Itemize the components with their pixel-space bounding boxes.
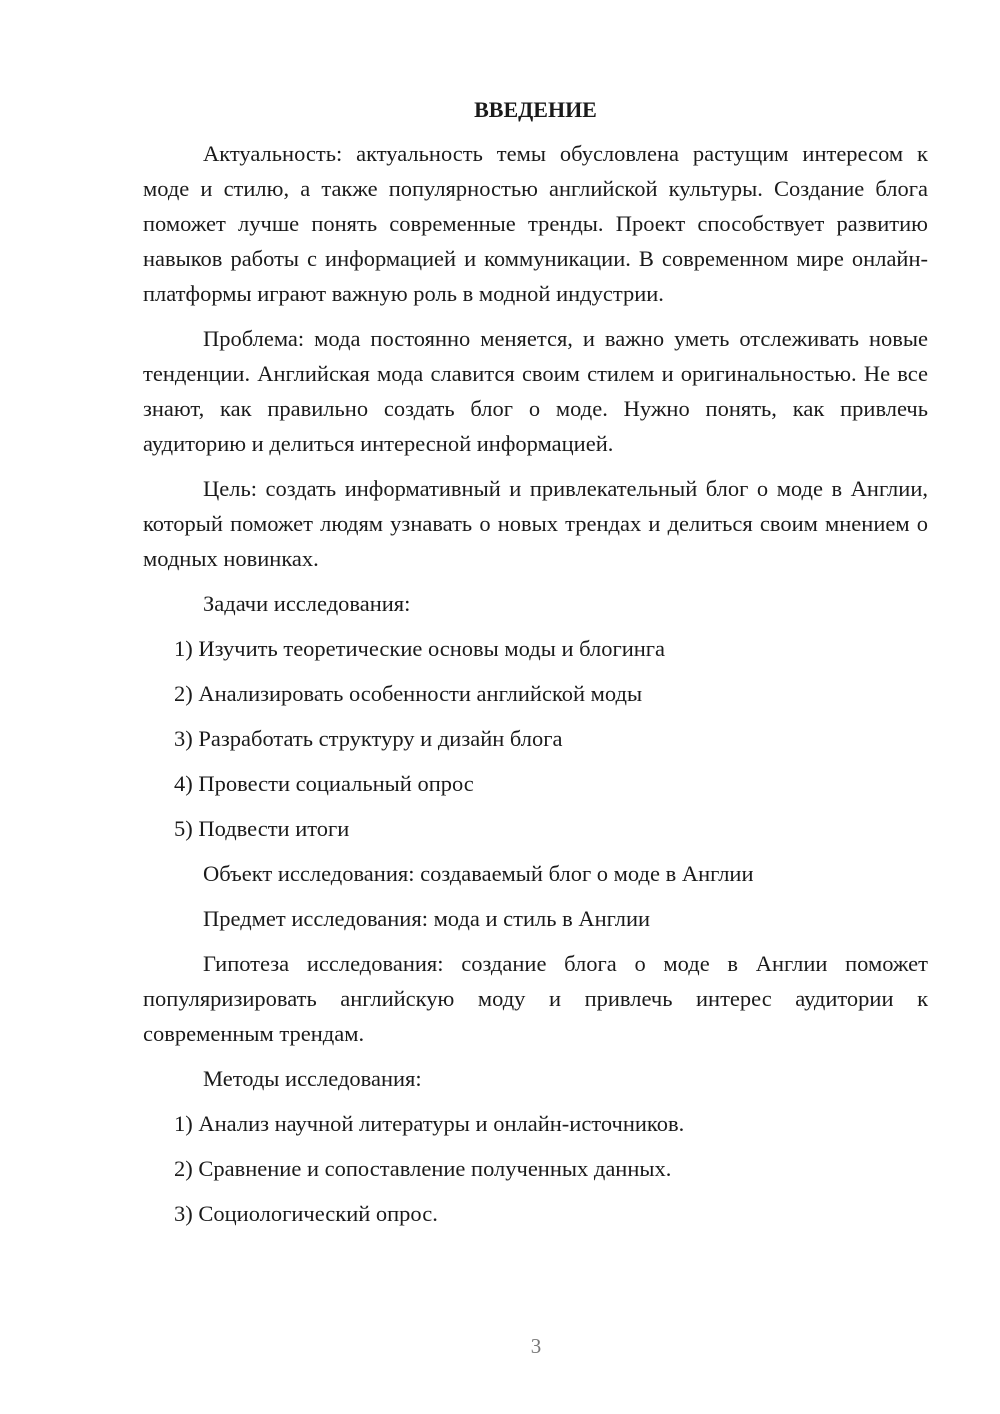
tasks-list	[143, 631, 928, 846]
list-item: 5) Подвести итоги	[174, 816, 350, 841]
list-item: 3) Разработать структуру и дизайн блога	[174, 726, 563, 751]
list-item: 1) Изучить теоретические основы моды и блогинга	[174, 636, 666, 661]
list-item: 2) Сравнение и сопоставление полученных данных.	[174, 1156, 672, 1181]
list-item: 1) Анализ научной литературы и онлайн-источников.	[174, 1111, 685, 1136]
methods-heading: Методы исследования:	[203, 1066, 422, 1091]
document-body	[143, 94, 928, 1241]
object-paragraph: Объект исследования: создаваемый блог о моде в Англии	[203, 861, 754, 886]
hypothesis-paragraph: Гипотеза исследования: создание блога о моде в Англии поможет популяризировать английскую моду и привлечь интерес аудитории к современным трендам.	[143, 951, 928, 1046]
list-item: 3) Социологический опрос.	[174, 1201, 438, 1226]
page-number: 3	[530, 1334, 542, 1358]
list-item: 2) Анализировать особенности английской моды	[174, 681, 643, 706]
problem-paragraph: Проблема: мода постоянно меняется, и важно уметь отслеживать новые тенденции. Английская мода славится своим стилем и оригинальностью. Не все знают, как правильно создать блог о моде. Нужно понять, как привлечь аудиторию и делиться интересной информацией.	[143, 326, 928, 456]
page-title: ВВЕДЕНИЕ	[474, 97, 597, 122]
methods-list	[143, 1106, 928, 1231]
subject-paragraph: Предмет исследования: мода и стиль в Англии	[203, 906, 651, 931]
tasks-heading: Задачи исследования:	[203, 591, 411, 616]
goal-paragraph: Цель: создать информативный и привлекательный блог о моде в Англии, который поможет людям узнавать о новых трендах и делиться своим мнением о модных новинках.	[143, 476, 928, 571]
list-item: 4) Провести социальный опрос	[174, 771, 474, 796]
relevance-paragraph: Актуальность: актуальность темы обусловлена растущим интересом к моде и стилю, а также популярностью английской культуры. Создание блога поможет лучше понять современные тренды. Проект способствует развитию навыков работы с информацией и коммуникации. В современном мире онлайн-платформы играют важную роль в модной индустрии.	[143, 141, 928, 306]
